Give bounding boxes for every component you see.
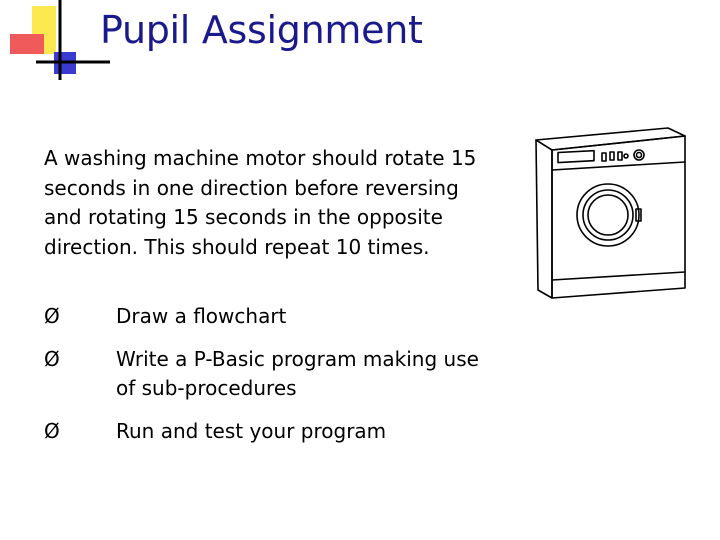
list-item-text: Run and test your program <box>116 419 387 443</box>
list-item <box>44 302 504 331</box>
list-item <box>44 345 504 403</box>
list-item-text: Draw a flowchart <box>116 304 287 328</box>
washing-machine-illustration <box>530 120 690 300</box>
arrow-bullet-icon: Ø <box>44 304 60 328</box>
arrow-bullet-icon: Ø <box>44 419 60 443</box>
assignment-description: A washing machine motor should rotate 15 seconds in one direction before reversing and rotating 15 seconds in the opposite direction. This should repeat 10 times. <box>44 146 477 259</box>
decorative-squares-logo <box>0 0 110 90</box>
page-title: Pupil Assignment <box>100 8 423 52</box>
task-list <box>44 302 504 446</box>
list-item-text: Write a P-Basic program making use of sub-procedures <box>116 347 479 400</box>
arrow-bullet-icon: Ø <box>44 347 60 371</box>
list-item <box>44 417 504 446</box>
